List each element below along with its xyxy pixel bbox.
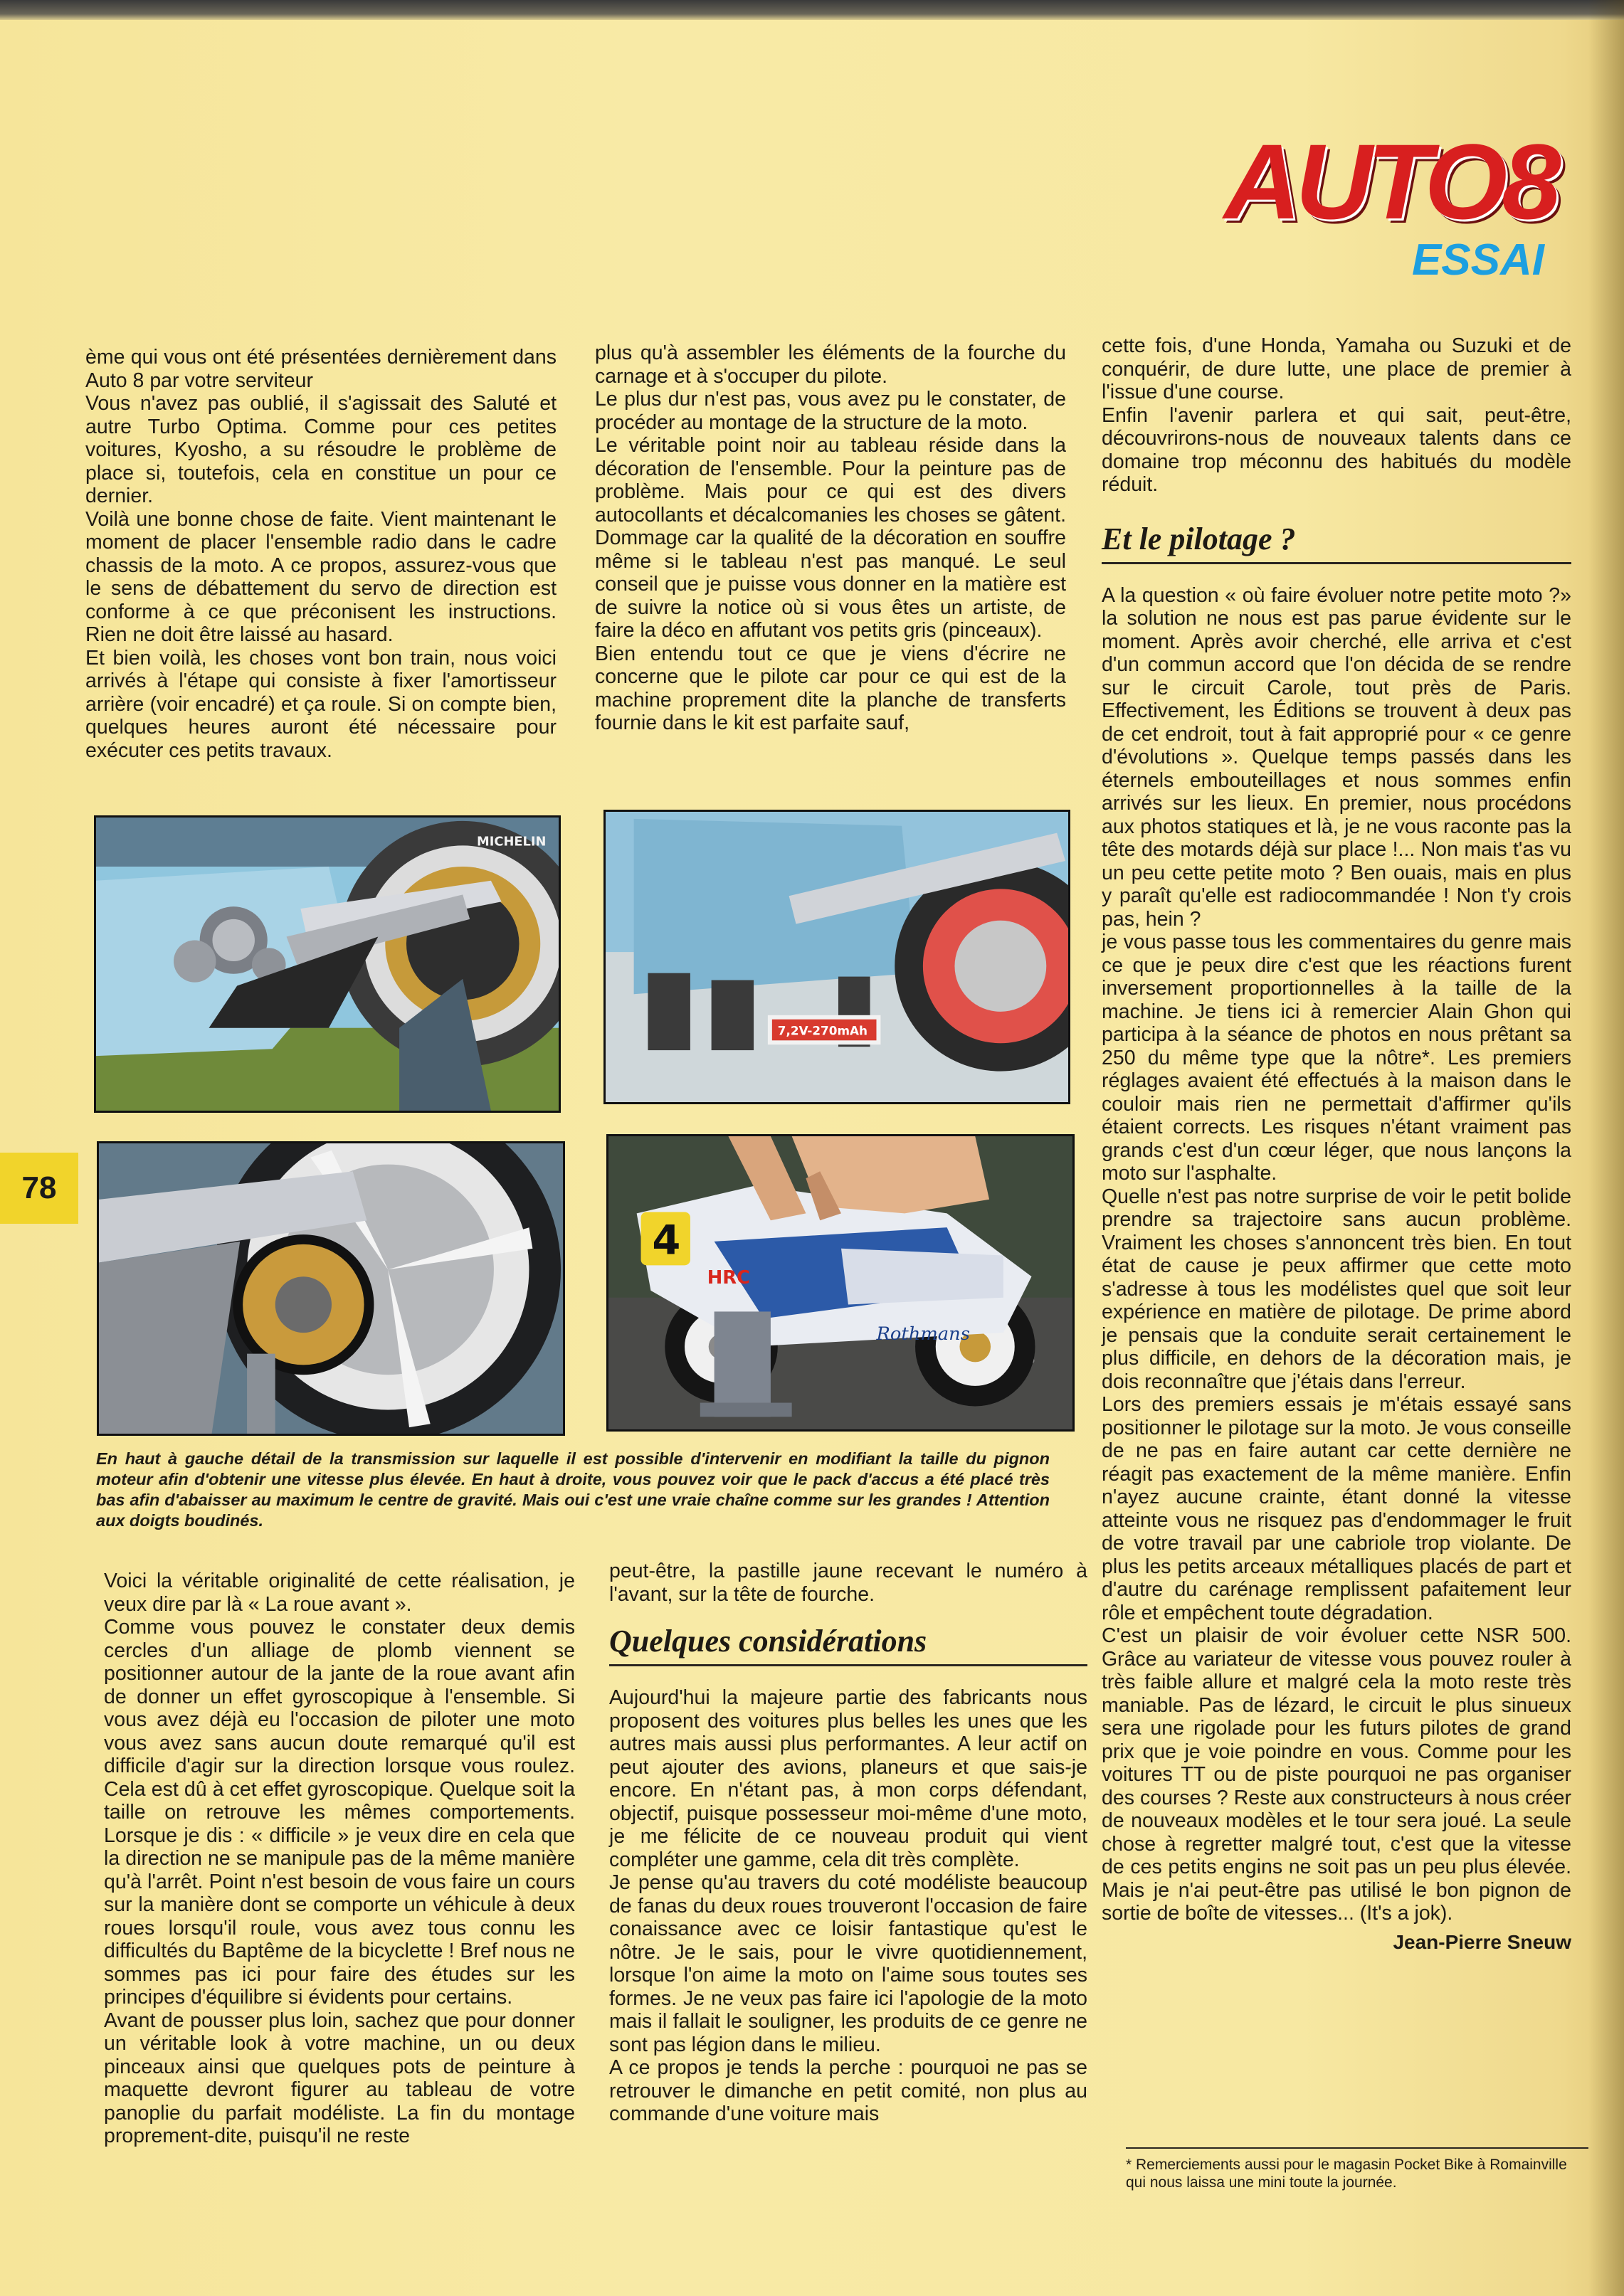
paragraph: plus qu'à assembler les éléments de la fourche du carnage et à s'occuper du pilote. <box>595 342 1066 388</box>
photo-full-bike <box>606 1134 1075 1432</box>
paragraph: cette fois, d'une Honda, Yamaha ou Suzuki et de conquérir, de dure lutte, une place de premier à l'issue d'une course. <box>1102 334 1571 403</box>
photo-caption: En haut à gauche détail de la transmission sur laquelle il est possible d'intervenir en modifiant la taille du pignon moteur afin d'obtenir une vitesse plus élevée. En haut à droite, vous pouvez voir que le pack d'accus a été placé très bas afin d'abaisser au maximum le centre de gravité. Mais oui c'est une vraie chaîne comme sur les grandes ! Attention aux doigts boudinés. <box>96 1449 1050 1530</box>
paragraph: Avant de pousser plus loin, sachez que pour donner un véritable look à votre machine, un ou deux pinceaux ainsi que quelques pots de peinture à maquette devront figurer au tableau de votre panoplie du parfait modéliste. La fin du montage proprement-dite, puisqu'il ne reste <box>104 2009 575 2147</box>
paragraph: Voilà une bonne chose de faite. Vient maintenant le moment de placer l'ensemble radio dans le cadre chassis de la moto. A ce propos, assurez-vous que le sens de débattement du servo de direction est conforme à ce que préconisent les instructions. Rien ne doit être laissé au hasard. <box>85 507 557 646</box>
photo-rear-wheel-chain <box>97 1141 565 1436</box>
paragraph: Bien entendu tout ce que je viens d'écrire ne concerne que le pilote car pour ce qui est de la machine proprement dite la planche de transferts fournie dans le kit est parfaite sauf, <box>595 642 1066 734</box>
column-1-bottom <box>104 1570 575 2148</box>
column-2-top <box>595 342 1066 735</box>
logo-brand: AUTO8 <box>1224 122 1556 241</box>
tire-brand-text: MICHELIN <box>477 834 547 850</box>
hrc-decal-text: HRC <box>707 1267 751 1289</box>
paragraph: Aujourd'hui la majeure partie des fabricants nous proposent des voitures plus belles les unes que les autres mais aussi plus performantes. A leur actif on peut ajouter des avions, planeurs et que sais-je encore. En n'étant pas, à mon corps défendant, objectif, puisque possesseur moi-même d'une moto, je me félicite de ce nouveau produit qui vient compléter une gamme, cela dit très complète. <box>609 1686 1087 1871</box>
magazine-logo <box>1224 122 1566 285</box>
battery-label-text: 7,2V-270mAh <box>777 1023 868 1038</box>
author-signature: Jean-Pierre Sneuw <box>1393 1930 1571 1953</box>
paragraph: Voici la véritable originalité de cette réalisation, je veux dire par là « La roue avant ». <box>104 1570 575 1616</box>
paragraph: ème qui vous ont été présentées dernièrement dans Auto 8 par votre serviteur <box>85 346 557 392</box>
paragraph: Et bien voilà, les choses vont bon train, nous voici arrivés à l'étape qui consiste à fixer l'amortisseur arrière (voir encadré) et ça roule. Si on compte bien, quelques heures auront été nécessaire pour exécuter ces petits travaux. <box>85 646 557 762</box>
section-heading-pilotage: Et le pilotage ? <box>1102 519 1571 564</box>
paragraph: je vous passe tous les commentaires du genre mais ce que je peux dire c'est que les réactions furent inversement proportionnelles à la taille de la machine. Je tiens ici à remercier Alain Ghon qui participa à la séance de photos en nous prêtant sa 250 du même type que la nôtre*. Les premiers réglages avaient été effectués à la maison dans le couloir mais rien ne permettait d'affirmer qu'ils étaient corrects. Les risques n'étant vraiment pas grands c'est d'un cœur léger, que nous lançons la moto sur l'asphalte. <box>1102 931 1571 1185</box>
scan-top-edge <box>0 0 1624 20</box>
paragraph: Enfin l'avenir parlera et qui sait, peut-être, découvrirons-nous de nouveaux talents dans ce domaine trop méconnu des habitués du modèle réduit. <box>1102 403 1571 496</box>
paragraph: Je pense qu'au travers du coté modéliste beaucoup de fanas du deux roues trouveront l'occasion de faire conaissance avec ce loisir fantastique qu'est le nôtre. Je le sais, pour le vivre quotidiennement, lorsque l'on aime la moto on l'aime sous toutes ses formes. Je ne veux pas faire ici l'apologie de la moto mais il fallait le souligner, les produits de ce genre ne sont pas légion dans le milieu. <box>609 1871 1087 2056</box>
paragraph: A ce propos je tends la perche : pourquoi ne pas se retrouver le dimanche en petit comité, non plus au commande d'une voiture mais <box>609 2056 1087 2125</box>
logo-section: ESSAI <box>1411 236 1544 285</box>
paragraph: C'est un plaisir de voir évoluer cette NSR 500. Grâce au variateur de vitesse vous pouvez rouler à très faible allure et malgré cela la moto reste très maniable. Pas de lézard, le circuit le plus sinueux sera une rigolade pour les futurs pilotes de grand prix que je voie poindre en vous. Comme pour les voitures TT ou de piste pourquoi ne pas organiser des courses ? Reste aux constructeurs à nous créer de nouveaux modèles et le tour sera joué. La seule chose à regretter malgré tout, c'est que la vitesse de ces petits engins ne soit pas un peu plus élevée. Mais je n'ai peut-être pas utilisé le bon pignon de sortie de boîte de vitesses... (It's a jok). <box>1102 1624 1571 1925</box>
column-2-bottom <box>609 1560 1087 2126</box>
paragraph: Quelle n'est pas notre surprise de voir le petit bolide prendre sa trajectoire sans aucun problème. Vraiment les choses s'annoncent très bien. En tout état de cause je peux affirmer que cette moto s'adresse à tous les modélistes quel que soit leur expérience en matière de pilotage. De prime abord je pensais que la conduite serait certainement le plus difficile, en dehors de la décoration mais, je dois reconnaître que j'étais dans l'erreur. <box>1102 1185 1571 1393</box>
page-spine-shadow <box>1588 0 1624 2296</box>
paragraph: Le plus dur n'est pas, vous avez pu le constater, de procéder au montage de la structure de la moto. <box>595 388 1066 434</box>
paragraph: Le véritable point noir au tableau réside dans la décoration de l'ensemble. Pour la peinture pas de problème. Mais pour ce qui est des divers autocollants et décalcomanies les choses se gâtent. Dommage car la qualité de la décoration en souffre même si le tableau n'est pas manqué. Le seul conseil que je puisse vous donner en la matière est de suivre la notice où si vous êtes un artiste, de faire la déco en affutant vos petits gris (pinceaux). <box>595 434 1066 642</box>
paragraph: A la question « où faire évoluer notre petite moto ?» la solution ne nous est pas parue évidente sur le moment. Après avoir cherché, elle arriva et c'est d'un commun accord que l'on décida de se rendre sur le circuit Carole, tout près de Paris. Effectivement, les Éditions se trouvent à deux pas de cet endroit, tout à fait approprié pour « ce genre d'évolutions ». Quelque temps passés dans les éternels embouteillages et nous sommes enfin arrivés sur les lieux. En premier, nous procédons aux photos statiques et là, je ne vous raconte pas la tête des motards déjà sur place !... Non mais t'as vu un peu cette petite moto ? Ben ouais, mais en plus y paraît qu'elle est radiocommandée ! Non t'y crois pas, hein ? <box>1102 583 1571 931</box>
sponsor-decal-text: Rothmans <box>876 1323 970 1345</box>
column-1-top <box>85 346 557 762</box>
paragraph: peut-être, la pastille jaune recevant le numéro à l'avant, sur la tête de fourche. <box>609 1560 1087 1606</box>
section-heading-considerations: Quelques considérations <box>609 1622 1087 1666</box>
photo-transmission-detail <box>94 815 561 1113</box>
paragraph: Comme vous pouvez le constater deux demis cercles d'un alliage de plomb viennent se positionner autour de la jante de la roue avant afin de donner un effet gyroscopique à l'ensemble. Si vous avez déjà eu l'occasion de piloter une moto vous avez sans aucun doute remarqué qu'il est difficile d'agir sur la direction lorsque vous roulez. Cela est dû à cet effet gyroscopique. Quelque soit la taille on retrouve les mêmes comportements. Lorsque je dis : « difficile » je veux dire en cela que la direction ne se manipule pas de la même manière qu'à l'arrêt. Point n'est besoin de vous faire un cours sur la manière dont se comporte un véhicule à deux roues lorsqu'il roule, vous avez tous connu les difficultés du Baptême de la bicyclette ! Bref nous ne sommes pas ici pour faire des études sur les principes d'équilibre si évidents pour certains. <box>104 1616 575 2009</box>
page-number: 78 <box>0 1153 78 1224</box>
photo-battery-pack <box>603 810 1070 1104</box>
race-number-text: 4 <box>652 1216 681 1264</box>
column-3 <box>1102 334 1571 1954</box>
paragraph: Vous n'avez pas oublié, il s'agissait des Saluté et autre Turbo Optima. Comme pour ces petites voitures, Kyosho, a su résoudre le problème de place si, toutefois, cela en constitue un pour ce dernier. <box>85 392 557 507</box>
paragraph: Lors des premiers essais je m'étais essayé sans positionner le pilotage sur la moto. Je vous conseille de ne pas en faire autant car cette dernière ne réagit pas exactement de la même manière. Enfin n'ayez aucune crainte, étant donné la vitesse atteinte vous ne risquez pas d'endommager le fruit de votre travail par une cabriole trop violante. De plus les petits arceaux métalliques placés de part et d'autre du carénage remplissent pafaitement leur rôle et empêchent toute dégradation. <box>1102 1393 1571 1624</box>
footnote: * Remerciements aussi pour le magasin Pocket Bike à Romainville qui nous laissa une mini toute la journée. <box>1126 2147 1588 2191</box>
